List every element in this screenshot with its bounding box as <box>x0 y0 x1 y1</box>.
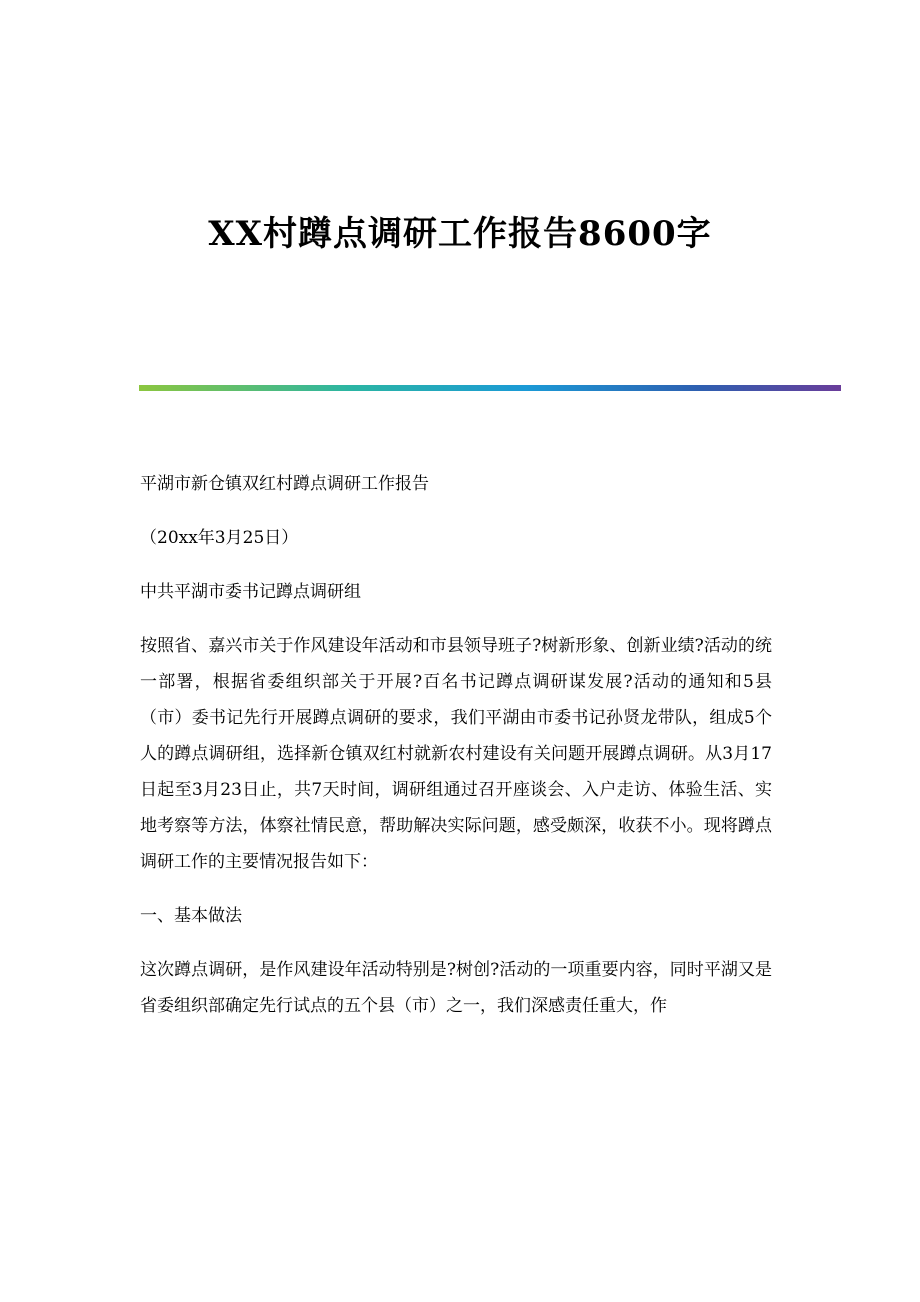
body-paragraph-1: 按照省、嘉兴市关于作风建设年活动和市县领导班子?树新形象、创新业绩?活动的统一部署，根据省委组织部关于开展?百名书记蹲点调研谋发展?活动的通知和5县（市）委书记先行开展蹲点调研的要求，我们平湖由市委书记孙贤龙带队，组成5个人的蹲点调研组，选择新仓镇双红村就新农村建设有关问题开展蹲点调研。从3月17日起至3月23日止，共7天时间，调研组通过召开座谈会、入户走访、体验生活、实地考察等方法，体察社情民意，帮助解决实际问题，感受颇深，收获不小。现将蹲点调研工作的主要情况报告如下： <box>140 636 772 872</box>
report-date: （20xx年3月25日） <box>140 528 299 548</box>
body-paragraph-2: 这次蹲点调研，是作风建设年活动特别是?树创?活动的一项重要内容，同时平湖又是省委组织部确定先行试点的五个县（市）之一，我们深感责任重大，作 <box>140 960 772 1016</box>
report-author: 中共平湖市委书记蹲点调研组 <box>140 582 361 602</box>
report-subtitle: 平湖市新仓镇双红村蹲点调研工作报告 <box>140 474 429 494</box>
document-title: XX村蹲点调研工作报告8600字 <box>208 214 712 254</box>
title-divider <box>139 385 841 391</box>
document-body <box>140 466 772 1042</box>
section-heading-basic-approach: 一、基本做法 <box>140 906 242 926</box>
